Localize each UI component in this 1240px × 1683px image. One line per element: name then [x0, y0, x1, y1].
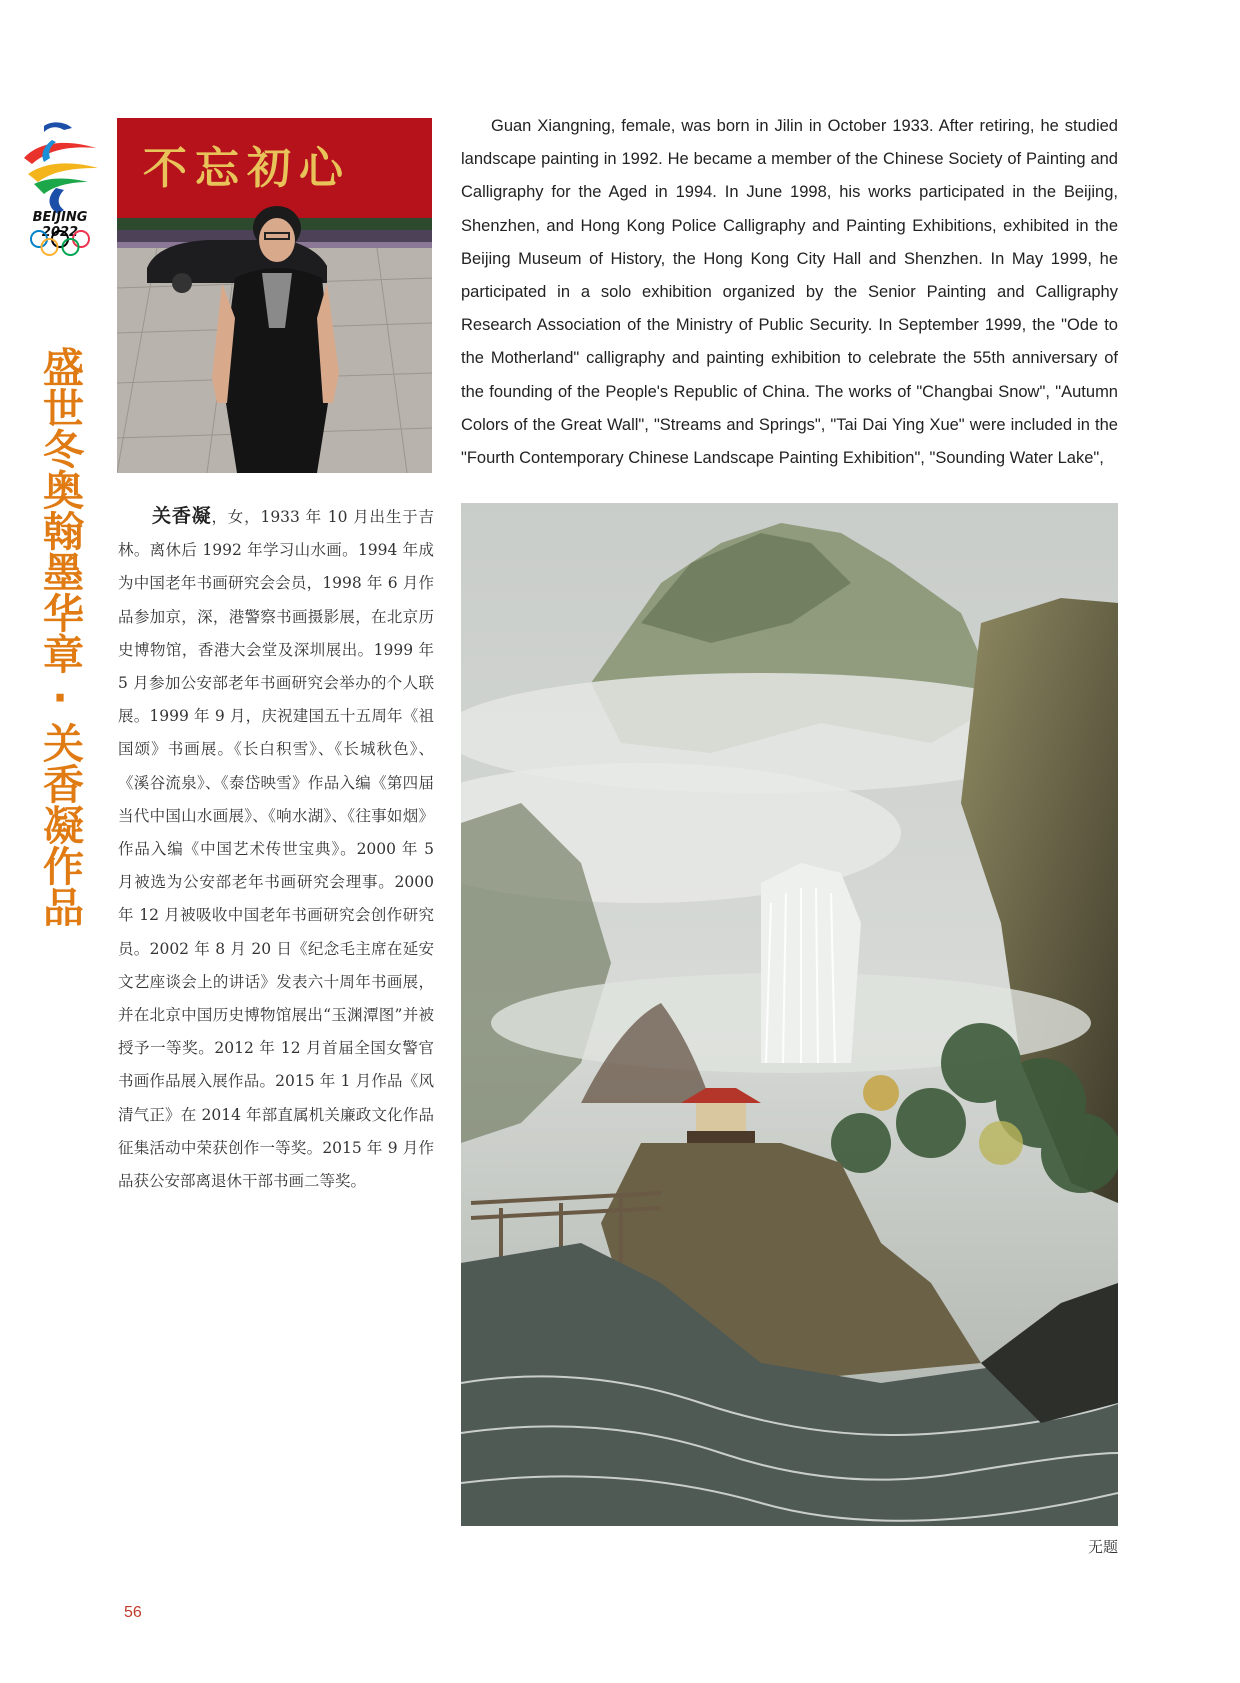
olympic-rings-icon: [28, 228, 92, 258]
portrait-banner: 不忘初心: [143, 143, 351, 194]
bio-english: Guan Xiangning, female, was born in Jilin in October 1933. After retiring, he studied landscape painting in 1992. He became a member of the Chinese Society of Painting and Calligraphy for the Aged in 1994. In June 1998, his works participated in the Beijing, Shenzhen, and Hong Kong Police Calligraphy and Painting Exhibitions, exhibited in the Beijing Museum of History, the Hong Kong City Hall and Shenzhen. In May 1999, he participated in a solo exhibition organized by the Senior Painting and Calligraphy Research Association of the Ministry of Public Security. In September 1999, the "Ode to the Motherland" calligraphy and painting exhibition to celebrate the 55th anniversary of the founding of the People's Republic of China. The works of "Changbai Snow", "Autumn Colors of the Great Wall", "Streams and Springs", "Tai Dai Ying Xue" were included in the "Fourth Contemporary Chinese Landscape Painting Exhibition", "Sounding Water Lake",: [461, 117, 1118, 468]
artist-name: 关香凝: [152, 505, 212, 527]
portrait-photo: [117, 118, 432, 473]
page-number: 56: [124, 1604, 142, 1621]
landscape-painting: [461, 503, 1118, 1526]
bio-chinese: [118, 500, 434, 1198]
painting-caption: 无题: [1087, 1538, 1118, 1556]
vertical-title: 盛世冬奥翰墨华章·关香凝作品: [36, 345, 84, 927]
bio-chinese-text: ，女，1933 年 10 月出生于吉林。离休后 1992 年学习山水画。1994 年成为中国老年书画研究会会员，1998 年 6 月作品参加京，深，港警察书画摄影展，在北京历史博物馆，香港大会堂及深圳展出。1999 年 5 月参加公安部老年书画研究会举办的个人联展。1999 年 9 月，庆祝建国五十五周年《祖国颂》书画展。《长白积雪》、《长城秋色》、《溪谷流泉》、《泰岱映雪》作品入编《第四届当代中国山水画展》、《响水湖》、《往事如烟》作品入编《中国艺术传世宝典》。2000 年 5 月被选为公安部老年书画研究会理事。2000 年 12 月被吸收中国老年书画研究会创作研究员。2002 年 8 月 20 日《纪念毛主席在延安文艺座谈会上的讲话》发表六十周年书画展，并在北京中国历史博物馆展出“玉渊潭图”并被授予一等奖。2012 年 12 月首届全国女警官书画作品展入展作品。2015 年 1 月作品《风清气正》在 2014 年部直属机关廉政文化作品征集活动中荣获创作一等奖。2015 年 9 月作品获公安部离退休干部书画二等奖。: [118, 508, 434, 1191]
emblem-wordmark: BEIJING 2022: [32, 210, 88, 240]
